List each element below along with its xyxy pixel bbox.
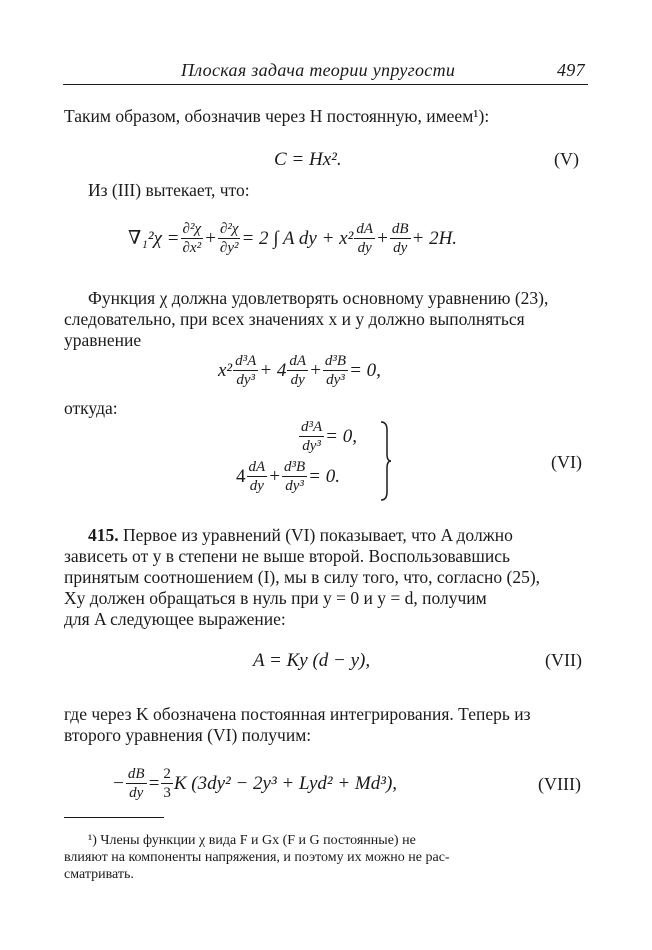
frac-d2chi-dx2	[181, 220, 204, 257]
frac-den: ∂y²	[219, 240, 239, 256]
equals-zero: = 0,	[325, 425, 357, 447]
equals-zero: = 0,	[349, 359, 381, 381]
running-header-title: Плоская задача теории упругости	[181, 60, 456, 80]
plus-four: + 4	[259, 359, 287, 381]
frac-den: dy³	[236, 372, 256, 388]
frac-num: ∂²χ	[182, 221, 202, 237]
frac-dA-dy	[354, 220, 375, 257]
paragraph-3-line-3: уравнение	[64, 330, 142, 350]
footnote-line-3: сматривать.	[64, 867, 134, 882]
footnote-line-1: ¹) Члены функции χ вида F и Gx (F и G постоянные) не	[88, 833, 416, 848]
equation-vi-label: (VI)	[551, 452, 582, 472]
plus-sign: +	[309, 359, 322, 381]
equation-v-label: (V)	[554, 149, 579, 169]
equation-viii-label: (VIII)	[538, 774, 581, 794]
equation-vi-1	[298, 418, 357, 455]
footnote-rule	[64, 817, 164, 818]
section-415-text: Первое из уравнений (VI) показывает, что A должно	[123, 525, 513, 545]
frac-dA-dy	[287, 352, 308, 389]
paragraph-5-line-2: второго уравнения (VI) получим:	[64, 725, 312, 745]
section-415-line-2: зависеть от y в степени не выше второй. Воспользовавшись	[64, 546, 510, 566]
frac-den: dy	[393, 240, 408, 256]
frac-num: d³B	[324, 353, 347, 369]
frac-num: dA	[248, 459, 266, 475]
frac-dB-dy	[126, 765, 147, 802]
frac-num: ∂²χ	[219, 221, 239, 237]
equation-viii	[112, 765, 397, 802]
footnote-line-2: влияют на компоненты напряжения, и поэтому их можно не рас-	[64, 850, 450, 865]
frac-num: d³B	[284, 459, 306, 475]
frac-den: dy	[129, 785, 144, 801]
frac-den: dy³	[326, 372, 345, 388]
equation-vi-2	[236, 458, 340, 495]
paragraph-1: Таким образом, обозначив через H постоянную, имеем¹):	[64, 106, 490, 126]
frac-d2chi-dy2	[218, 220, 241, 257]
frac-num: dB	[391, 221, 409, 237]
frac-d3A-dy3	[299, 418, 324, 455]
paragraph-2: Из (III) вытекает, что:	[88, 180, 250, 200]
equation-main	[218, 352, 381, 389]
frac-dA-dy	[247, 458, 268, 495]
equation-viii-rest: K (3dy² − 2y³ + Lyd² + Md³),	[173, 772, 398, 794]
section-415-line-1	[88, 525, 513, 546]
plus-sign: +	[204, 227, 217, 249]
x-squared: x²	[218, 359, 233, 381]
frac-num: dA	[356, 221, 373, 237]
laplacian-mid: = 2 ∫ A dy + x²	[241, 227, 354, 249]
plus-sign: +	[268, 465, 281, 487]
frac-num: 2	[163, 766, 171, 782]
frac-den: dy³	[285, 478, 304, 494]
paragraph-4: откуда:	[64, 398, 118, 418]
laplacian-end: + 2H.	[411, 227, 458, 249]
frac-num: d³A	[235, 353, 257, 369]
frac-d3B-dy3	[323, 352, 348, 389]
right-brace	[378, 420, 394, 502]
equation-v: C = Hx².	[274, 149, 342, 170]
minus-sign: −	[112, 772, 125, 794]
paragraph-5-line-1: где через K обозначена постоянная интегрирования. Теперь из	[64, 704, 531, 724]
frac-num: dB	[127, 766, 145, 782]
section-415-line-4: Xy должен обращаться в нуль при y = 0 и y = d, получим	[64, 588, 487, 608]
frac-num: dA	[289, 353, 307, 369]
section-415-line-5: для A следующее выражение:	[64, 609, 286, 629]
frac-den: dy	[290, 372, 305, 388]
coefficient-four: 4	[236, 465, 246, 487]
equals-zero: = 0.	[308, 465, 340, 487]
paragraph-3-line-2: следовательно, при всех значениях x и y должно выполняться	[64, 309, 525, 329]
page-number: 497	[557, 60, 585, 80]
equals-sign: =	[147, 772, 161, 794]
plus-sign: +	[376, 227, 389, 249]
frac-d3B-dy3	[282, 458, 307, 495]
laplacian-lhs: ∇₁²χ =	[128, 228, 180, 249]
frac-d3A-dy3	[233, 352, 258, 389]
section-415-line-3: принятым соотношением (I), мы в силу того, что, согласно (25),	[64, 567, 541, 587]
frac-den: 3	[163, 785, 171, 801]
frac-num: d³A	[301, 419, 323, 435]
frac-den: dy	[357, 240, 372, 256]
frac-two-thirds	[161, 765, 173, 802]
equation-vii-label: (VII)	[545, 650, 582, 670]
paragraph-3-line-1: Функция χ должна удовлетворять основному уравнению (23),	[88, 288, 549, 308]
frac-den: dy	[249, 478, 264, 494]
frac-den: dy³	[302, 438, 321, 454]
frac-dB-dy	[390, 220, 411, 257]
equation-laplacian	[128, 220, 457, 257]
section-number: 415.	[88, 525, 119, 545]
header-rule	[63, 84, 588, 85]
equation-vii: A = Ky (d − y),	[253, 650, 371, 671]
frac-den: ∂x²	[182, 240, 202, 256]
